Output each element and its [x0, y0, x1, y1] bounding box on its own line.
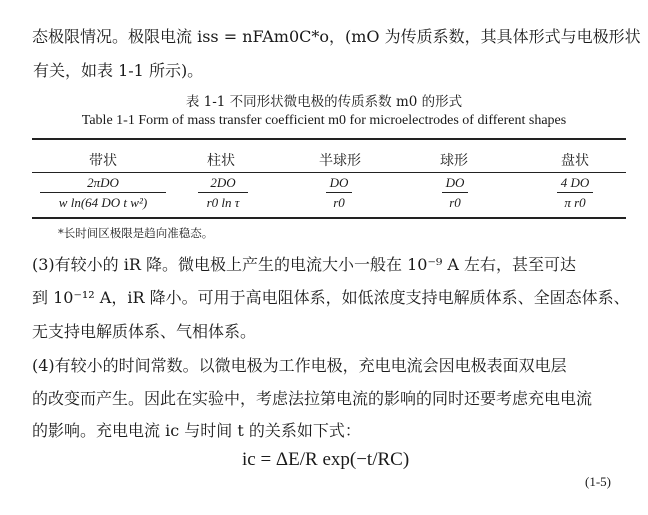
fraction-denominator: r0 ln τ [206, 195, 240, 210]
paragraph-1-line-2: 有关，如表 1-1 所示)。 [33, 61, 204, 80]
table-cell-sphere [442, 175, 468, 211]
paragraph-3-line-3: 的影响。充电电流 ic 与时间 t 的关系如下式： [32, 421, 361, 440]
fraction-denominator: π r0 [564, 195, 586, 210]
fraction-numerator: 4 DO [560, 175, 590, 190]
table-caption-english: Table 1-1 Form of mass transfer coefficient m0 for microelectrodes of different shapes [81, 113, 567, 128]
table-cell-disk [557, 175, 593, 211]
fraction-numerator: DO [329, 175, 349, 190]
table-header-rule [32, 172, 626, 173]
table-header-sphere: 球形 [440, 153, 468, 169]
paragraph-2-line-2: 到 10⁻¹² A，iR 降小。可用于高电阻体系，如低浓度支持电解质体系、全固态体系、 [32, 288, 630, 307]
equation-number: (1-5) [585, 474, 611, 489]
fraction-bar [326, 192, 352, 193]
table-footnote: *长时间区极限是趋向准稳态。 [58, 226, 214, 240]
fraction-bar [442, 192, 468, 193]
fraction-bar [40, 192, 166, 193]
table-cell-band [40, 175, 166, 211]
table-header-disk: 盘状 [561, 153, 589, 169]
table-header-hemisphere: 半球形 [319, 153, 361, 169]
fraction-bar [198, 192, 248, 193]
fraction-numerator: 2πDO [87, 175, 119, 190]
paragraph-2-line-3: 无支持电解质体系、气相体系。 [32, 322, 257, 341]
table-header-band: 带状 [89, 153, 117, 169]
table-header-cylinder: 柱状 [207, 153, 235, 169]
fraction-bar [557, 192, 593, 193]
paragraph-3-line-2: 的改变而产生。因此在实验中，考虑法拉第电流的影响的同时还要考虑充电电流 [32, 389, 593, 408]
fraction-denominator: w ln(64 DO t w²) [58, 195, 148, 210]
paragraph-2-line-1: (3)有较小的 iR 降。微电极上产生的电流大小一般在 10⁻⁹ A 左右，甚至可达 [32, 255, 577, 274]
equation-1-5: ic = ΔE/R exp(−t/RC) [242, 449, 410, 470]
table-bottom-rule [32, 217, 626, 219]
paragraph-3-line-1: (4)有较小的时间常数。以微电极为工作电极，充电电流会因电极表面双电层 [32, 356, 567, 375]
fraction-denominator: r0 [333, 195, 345, 210]
fraction-numerator: 2DO [210, 175, 236, 190]
table-top-rule [32, 138, 626, 140]
table-cell-cylinder [198, 175, 248, 211]
paragraph-1-line-1: 态极限情况。极限电流 iss = nFAm0C*o，(mO 为传质系数，其具体形式与电极形状 [32, 27, 641, 46]
table-cell-hemisphere [326, 175, 352, 211]
fraction-numerator: DO [445, 175, 465, 190]
table-caption-chinese: 表 1-1 不同形状微电极的传质系数 m0 的形式 [185, 94, 463, 110]
fraction-denominator: r0 [449, 195, 461, 210]
